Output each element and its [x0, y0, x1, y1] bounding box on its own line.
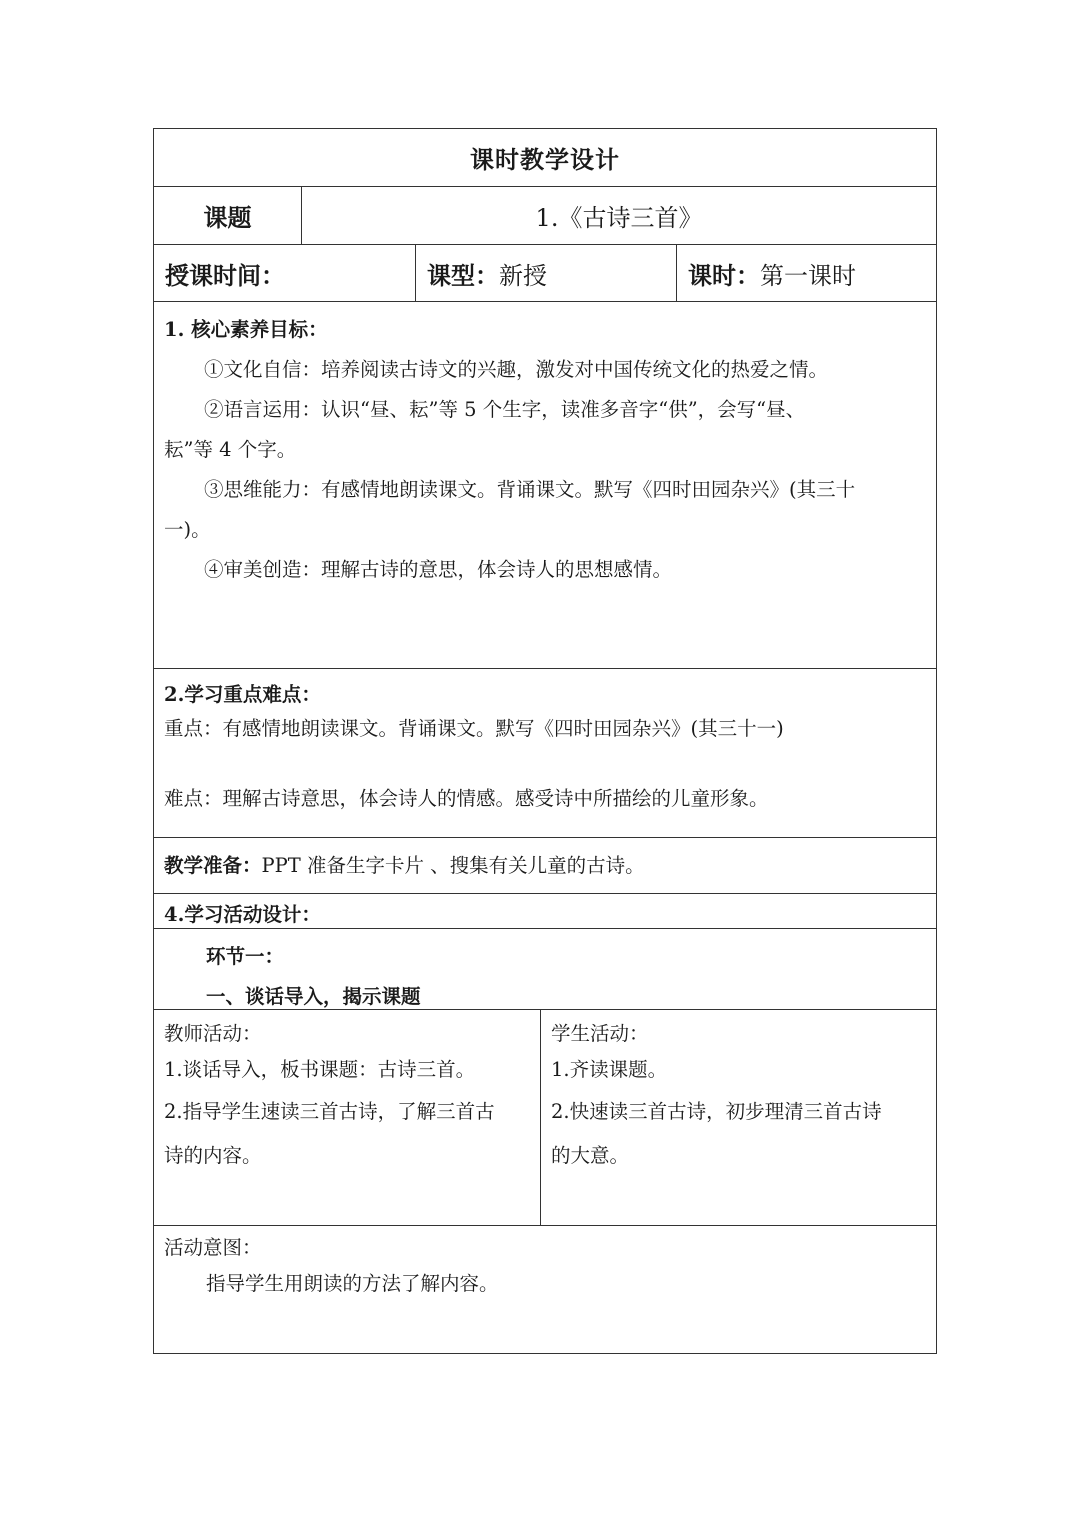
goal-item-language-line1: ②语言运用：认识“昼、耘”等 5 个生字，读准多音字“供”，会写“昼、	[204, 398, 806, 421]
prep-line	[164, 850, 645, 878]
goals-row	[154, 302, 936, 669]
type-label: 课型：	[427, 260, 499, 290]
goal-item-aesthetic: ④审美创造：理解古诗的意思，体会诗人的思想感情。	[204, 558, 673, 581]
activity-heading: 4.学习活动设计：	[164, 903, 321, 926]
teacher-step-1: 1.谈话导入，板书课题：古诗三首。	[164, 1058, 476, 1081]
student-step-2-line2: 的大意。	[551, 1144, 630, 1167]
time-label: 授课时间：	[165, 260, 285, 290]
teacher-step-2-line2: 诗的内容。	[164, 1144, 262, 1167]
activities-row	[154, 1010, 936, 1226]
topic-label-cell	[154, 187, 302, 244]
student-heading: 学生活动：	[551, 1022, 649, 1045]
period-label: 课时：	[688, 260, 760, 290]
table-title: 课时教学设计	[470, 145, 620, 174]
topic-value: 1.《古诗三首》	[535, 204, 703, 232]
time-cell	[154, 245, 416, 301]
intent-row	[154, 1226, 936, 1353]
focus-difficult: 难点：理解古诗意思，体会诗人的情感。感受诗中所描绘的儿童形象。	[164, 787, 769, 810]
goal-item-culture: ①文化自信：培养阅读古诗文的兴趣，激发对中国传统文化的热爱之情。	[204, 358, 829, 381]
prep-label: 教学准备：	[164, 854, 262, 877]
type-cell	[416, 245, 677, 301]
intent-text: 指导学生用朗读的方法了解内容。	[206, 1272, 499, 1295]
activity-heading-row	[154, 894, 936, 929]
intent-heading: 活动意图：	[164, 1236, 262, 1259]
step-title: 一、谈话导入，揭示课题	[206, 985, 421, 1008]
prep-value: PPT 准备生字卡片 、搜集有关儿童的古诗。	[261, 854, 645, 877]
goal-item-thinking-line2: 一)。	[164, 518, 211, 541]
topic-row	[154, 187, 936, 245]
topic-value-cell	[302, 187, 936, 244]
goals-heading: 1. 核心素养目标：	[164, 318, 328, 341]
table-title-row	[154, 129, 936, 187]
focus-key: 重点：有感情地朗读课文。背诵课文。默写《四时田园杂兴》(其三十一)	[164, 717, 784, 740]
step-label: 环节一：	[206, 945, 285, 968]
type-value: 新授	[499, 261, 547, 290]
goal-item-thinking-line1: ③思维能力：有感情地朗读课文。背诵课文。默写《四时田园杂兴》(其三十	[204, 478, 856, 501]
student-step-2-line1: 2.快速读三首古诗，初步理清三首古诗	[551, 1100, 882, 1123]
step-row	[154, 929, 936, 1010]
period-value: 第一课时	[760, 261, 856, 290]
topic-label: 课题	[203, 203, 252, 232]
goal-item-language-line2: 耘”等 4 个字。	[164, 438, 297, 461]
student-cell	[541, 1010, 936, 1225]
lesson-design-table	[153, 128, 937, 1354]
meta-row	[154, 245, 936, 302]
teacher-step-2-line1: 2.指导学生速读三首古诗，了解三首古	[164, 1100, 495, 1123]
focus-heading: 2.学习重点难点：	[164, 683, 321, 706]
teacher-heading: 教师活动：	[164, 1022, 262, 1045]
teacher-cell	[154, 1010, 541, 1225]
student-step-1: 1.齐读课题。	[551, 1058, 668, 1081]
period-cell	[677, 245, 936, 301]
prep-row	[154, 838, 936, 894]
focus-row	[154, 669, 936, 838]
